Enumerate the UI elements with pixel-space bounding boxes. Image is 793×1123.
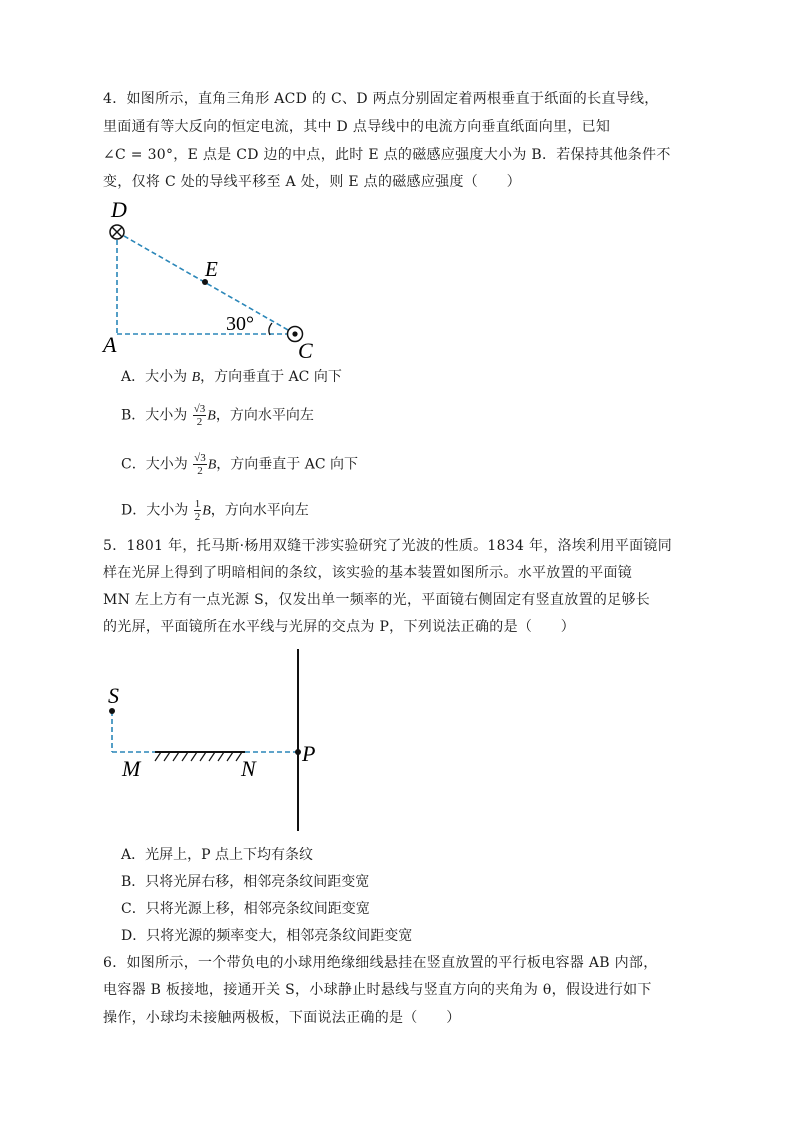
current-into-page-icon bbox=[110, 225, 124, 239]
q5-line-4: 的光屏，平面镜所在水平线与光屏的交点为 P，下列说法正确的是（ ） bbox=[103, 619, 576, 635]
label-p: P bbox=[302, 741, 316, 766]
q4-option-c[interactable] bbox=[121, 452, 358, 477]
q5-option-d[interactable]: D．只将光源的频率变大，相邻亮条纹间距变宽 bbox=[121, 928, 413, 944]
q5-line-2: 样在光屏上得到了明暗相间的条纹，该实验的基本装置如图所示。水平放置的平面镜 bbox=[103, 565, 633, 581]
option-prefix: A．大小为 bbox=[121, 369, 192, 385]
q5-mirror-figure bbox=[95, 645, 335, 840]
q6-line-2: 电容器 B 板接地，接通开关 S，小球静止时悬线与竖直方向的夹角为 θ，假设进行如下 bbox=[103, 982, 652, 998]
point-p bbox=[295, 749, 301, 755]
q4-line-1: 4．如图所示，直角三角形 ACD 的 C、D 两点分别固定着两根垂直于纸面的长直导线， bbox=[103, 91, 659, 107]
label-d: D bbox=[111, 197, 127, 222]
label-m: M bbox=[122, 756, 141, 781]
q4-triangle-figure bbox=[95, 195, 335, 365]
option-var: B bbox=[202, 503, 211, 519]
light-source-s bbox=[109, 708, 115, 714]
denominator: 2 bbox=[194, 511, 201, 523]
q5-line-3: MN 左上方有一点光源 S，仅发出单一频率的光，平面镜右侧固定有竖直放置的足够长 bbox=[103, 592, 651, 608]
option-var: B bbox=[207, 408, 216, 424]
option-suffix: ，方向垂直于 AC 向下 bbox=[200, 369, 342, 385]
numerator: √3 bbox=[194, 452, 206, 464]
label-c: C bbox=[298, 338, 313, 363]
option-suffix: ，方向垂直于 AC 向下 bbox=[216, 456, 359, 473]
q6-line-3: 操作，小球均未接触两极板，下面说法正确的是（ ） bbox=[103, 1010, 461, 1026]
label-n: N bbox=[241, 756, 256, 781]
q5-option-a[interactable]: A．光屏上，P 点上下均有条纹 bbox=[121, 847, 313, 863]
fraction bbox=[193, 452, 207, 477]
fraction bbox=[194, 498, 202, 523]
option-var: B bbox=[207, 457, 217, 473]
option-var: B bbox=[191, 370, 201, 385]
label-angle: 30° bbox=[226, 313, 254, 335]
label-s: S bbox=[108, 683, 119, 708]
q4-option-d[interactable] bbox=[121, 498, 309, 523]
q4-line-4: 变，仅将 C 处的导线平移至 A 处，则 E 点的磁感应强度（ ） bbox=[103, 174, 521, 190]
q4-line-2: 里面通有等大反向的恒定电流，其中 D 点导线中的电流方向垂直纸面向里，已知 bbox=[103, 119, 611, 135]
q4-option-b[interactable] bbox=[121, 403, 314, 428]
option-suffix: ，方向水平向左 bbox=[215, 407, 314, 424]
option-suffix: ，方向水平向左 bbox=[210, 502, 309, 519]
q5-option-c[interactable]: C．只将光源上移，相邻亮条纹间距变宽 bbox=[121, 901, 370, 917]
option-prefix: C．大小为 bbox=[121, 456, 193, 473]
q6-line-1: 6．如图所示，一个带负电的小球用绝缘细线悬挂在竖直放置的平行板电容器 AB 内部， bbox=[103, 955, 658, 971]
mirror-hatching bbox=[155, 752, 242, 761]
label-e: E bbox=[205, 257, 218, 281]
q5-option-b[interactable]: B．只将光屏右移，相邻亮条纹间距变宽 bbox=[121, 874, 370, 890]
q4-line-3: ∠C = 30°，E 点是 CD 边的中点，此时 E 点的磁感应强度大小为 B．若保持其他条件不 bbox=[103, 147, 671, 163]
fraction bbox=[193, 403, 207, 428]
option-prefix: B．大小为 bbox=[121, 407, 192, 424]
denominator: 2 bbox=[196, 416, 203, 428]
option-prefix: D．大小为 bbox=[121, 502, 193, 519]
q4-option-a[interactable] bbox=[121, 367, 342, 388]
label-a: A bbox=[103, 332, 117, 357]
numerator: √3 bbox=[193, 403, 206, 415]
numerator: 1 bbox=[194, 498, 201, 510]
denominator: 2 bbox=[197, 465, 203, 477]
q5-line-1: 5．1801 年，托马斯·杨用双缝干涉实验研究了光波的性质。1834 年，洛埃利用平面镜同 bbox=[103, 538, 673, 554]
